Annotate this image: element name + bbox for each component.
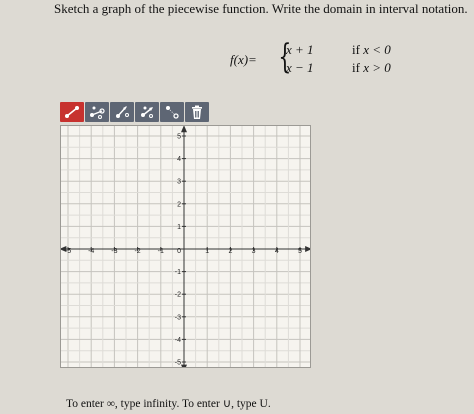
delete-tool[interactable]	[185, 102, 209, 122]
y-tick-label: 5	[177, 133, 181, 141]
case-2-condition: x > 0	[363, 60, 391, 75]
y-tick-label: 2	[177, 201, 181, 209]
y-tick-label: 3	[177, 178, 181, 186]
x-tick-label: -4	[88, 248, 95, 255]
line-segment-icon	[63, 104, 81, 120]
case-row-2	[286, 60, 391, 76]
x-tick-label: 1	[205, 248, 210, 255]
y-axis-arrow	[181, 365, 187, 367]
line-segment-tool[interactable]	[60, 102, 84, 122]
x-axis-arrow	[305, 246, 310, 252]
x-tick-label: 5	[298, 248, 302, 255]
y-tick-label: 1	[177, 223, 181, 231]
segment-endpoints-icon	[88, 104, 106, 120]
y-tick-label: -1	[174, 269, 181, 277]
y-tick-label: -4	[174, 336, 181, 344]
graph-toolbar	[60, 102, 209, 122]
case-row-1	[286, 42, 391, 58]
ray-endpoints-icon	[138, 104, 156, 120]
case-1-expression: x + 1	[286, 42, 314, 57]
origin-label: 0	[177, 248, 181, 255]
trash-icon	[188, 104, 206, 120]
x-tick-label: -1	[157, 248, 164, 255]
y-tick-label: 4	[177, 156, 181, 164]
question-prompt: Sketch a graph of the piecewise function. Write the domain in interval notation.	[54, 1, 468, 16]
x-tick-label: 4	[274, 248, 279, 255]
open-closed-segment-tool[interactable]	[85, 102, 109, 122]
x-tick-label: -5	[64, 248, 72, 255]
case-1-condition: x < 0	[363, 42, 391, 57]
x-tick-label: 2	[228, 248, 233, 255]
case-2-if: if	[352, 60, 364, 75]
point-tool[interactable]	[160, 102, 184, 122]
piecewise-brace: {	[278, 37, 292, 77]
y-tick-label: -3	[174, 314, 181, 322]
ray-tool[interactable]	[110, 102, 134, 122]
case-2-expression: x − 1	[286, 60, 314, 75]
case-1-if: if	[352, 42, 364, 57]
x-tick-label: -3	[111, 248, 118, 255]
point-icon	[163, 104, 181, 120]
y-tick-label: -2	[174, 291, 181, 299]
input-hint: To enter ∞, type infinity. To enter ∪, type U.	[66, 398, 271, 410]
y-axis-arrow	[181, 126, 187, 132]
function-lhs: f(x)=	[230, 52, 257, 67]
graph-canvas[interactable]	[61, 126, 310, 367]
x-tick-label: 3	[251, 248, 256, 255]
y-tick-label: -5	[174, 359, 181, 367]
ray-icon	[113, 104, 131, 120]
piecewise-function	[230, 37, 410, 78]
open-closed-ray-tool[interactable]	[135, 102, 159, 122]
coordinate-graph[interactable]	[60, 125, 311, 368]
x-tick-label: -2	[134, 248, 141, 255]
